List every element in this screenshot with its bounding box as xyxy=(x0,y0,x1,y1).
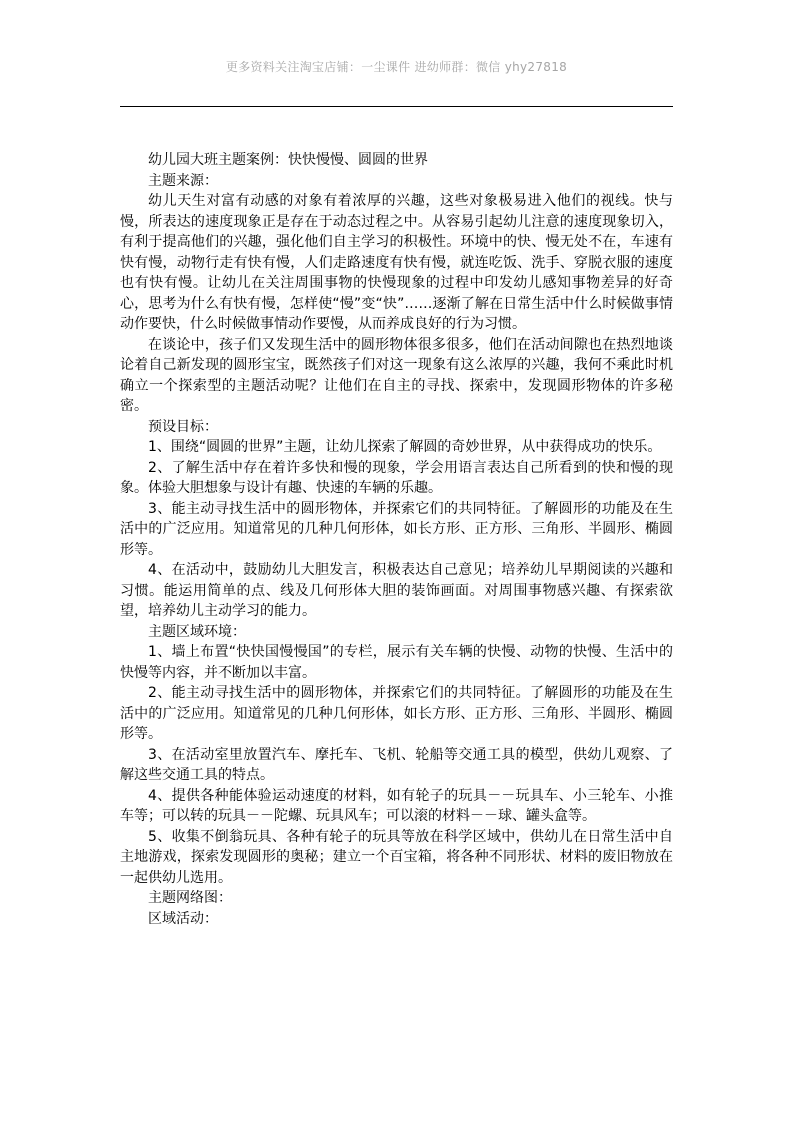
environment-item: 2、能主动寻找生活中的圆形物体，并探索它们的共同特征。了解圆形的功能及在生活中的广泛应用。知道常见的几种几何形体，如长方形、正方形、三角形、半圆形、椭圆形等。 xyxy=(120,685,673,742)
source-heading: 主题来源： xyxy=(148,172,218,189)
environment-heading: 主题区域环境： xyxy=(148,623,246,640)
source-paragraph: 幼儿天生对富有动感的对象有着浓厚的兴趣，这些对象极易进入他们的视线。快与慢，所表达的速度现象正是存在于动态过程之中。从容易引起幼儿注意的速度现象切入，有利于提高他们的兴趣，强化他们自主学习的积极性。环境中的快、慢无处不在，车速有快有慢，动物行走有快有慢，人们走路速度有快有慢，就连吃饭、洗手、穿脱衣服的速度也有快有慢。让幼儿在关注周围事物的快慢现象的过程中印发幼儿感知事物差异的好奇心，思考为什么有快有慢，怎样使“慢”变“快”……逐渐了解在日常生活中什么时候做事情动作要快，什么时候做事情动作要慢，从而养成良好的行为习惯。 xyxy=(120,193,673,332)
document-body xyxy=(120,150,673,929)
goal-item: 4、在活动中，鼓励幼儿大胆发言，积极表达自己意见；培养幼儿早期阅读的兴趣和习惯。能运用简单的点、线及几何形体大胆的装饰画面。对周围事物感兴趣、有探索欲望，培养幼儿主动学习的能力。 xyxy=(120,562,673,619)
source-paragraph: 在谈论中，孩子们又发现生活中的圆形物体很多很多，他们在活动间隙也在热烈地谈论着自己新发现的圆形宝宝，既然孩子们对这一现象有这么浓厚的兴趣，我何不乘此时机确立一个探索型的主题活动呢？让他们在自主的寻找、探索中，发现圆形物体的许多秘密。 xyxy=(120,336,673,414)
environment-item: 5、收集不倒翁玩具、各种有轮子的玩具等放在科学区域中，供幼儿在日常生活中自主地游戏，探索发现圆形的奥秘；建立一个百宝箱，将各种不同形状、材料的废旧物放在一起供幼儿选用。 xyxy=(120,828,673,886)
area-heading: 区域活动： xyxy=(148,910,218,927)
goal-item: 1、围绕“圆圆的世界”主题，让幼儿探索了解圆的奇妙世界，从中获得成功的快乐。 xyxy=(148,439,662,455)
environment-item: 1、墙上布置“快快国慢慢国”的专栏，展示有关车辆的快慢、动物的快慢、生活中的快慢等内容，并不断加以丰富。 xyxy=(120,644,673,681)
environment-item: 3、在活动室里放置汽车、摩托车、飞机、轮船等交通工具的模型，供幼儿观察、了解这些交通工具的特点。 xyxy=(120,746,673,783)
header-note: 更多资料关注淘宝店铺：一尘课件 进幼师群：微信 yhy27818 xyxy=(225,60,568,74)
header-divider xyxy=(120,106,673,107)
goals-heading: 预设目标： xyxy=(148,418,218,435)
network-heading: 主题网络图： xyxy=(148,890,232,906)
goal-item: 3、能主动寻找生活中的圆形物体，并探索它们的共同特征。了解圆形的功能及在生活中的广泛应用。知道常见的几种几何形体，如长方形、正方形、三角形、半圆形、椭圆形等。 xyxy=(120,500,673,558)
document-title: 幼儿园大班主题案例：快快慢慢、圆圆的世界 xyxy=(148,152,428,168)
goal-item: 2、了解生活中存在着许多快和慢的现象，学会用语言表达自己所看到的快和慢的现象。体验大胆想象与设计有趣、快速的车辆的乐趣。 xyxy=(120,459,673,496)
environment-item: 4、提供各种能体验运动速度的材料，如有轮子的玩具－－玩具车、小三轮车、小推车等；可以转的玩具－－陀螺、玩具风车；可以滚的材料－－球、罐头盒等。 xyxy=(120,787,673,824)
